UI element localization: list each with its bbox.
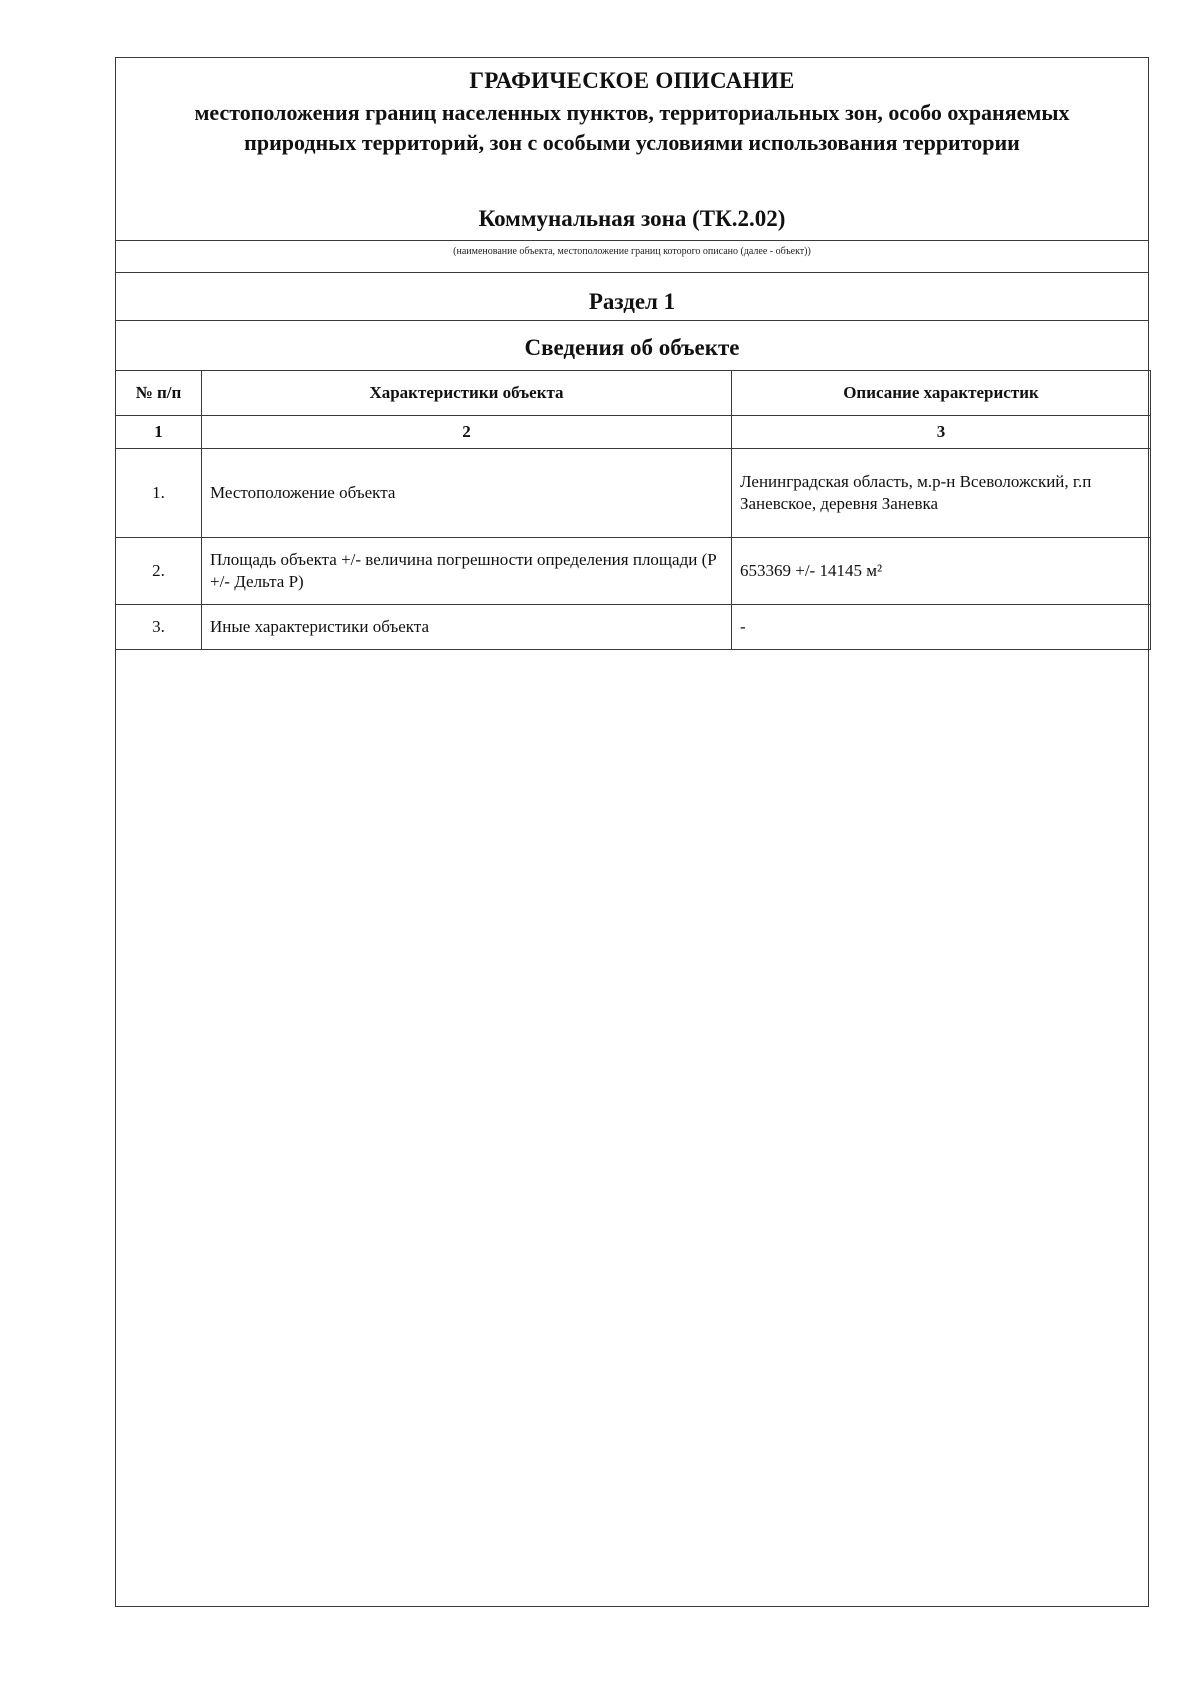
row-description: Ленинградская область, м.р-н Всеволожский, г.п Заневское, деревня Заневка [732, 449, 1151, 538]
column-header-characteristic: Характеристики объекта [202, 371, 732, 416]
table-row [116, 605, 1151, 650]
row-number: 1. [116, 449, 202, 538]
column-number-row [116, 416, 1151, 449]
column-number: 3 [732, 416, 1151, 449]
row-description: - [732, 605, 1151, 650]
row-characteristic: Местоположение объекта [202, 449, 732, 538]
column-number: 1 [116, 416, 202, 449]
object-name-caption: (наименование объекта, местоположение границ которого описано (далее - объект)) [453, 246, 811, 257]
object-info-table [115, 370, 1151, 650]
row-characteristic: Площадь объекта +/- величина погрешности определения площади (Р +/- Дельта Р) [202, 538, 732, 605]
object-name: Коммунальная зона (ТК.2.02) [478, 206, 786, 231]
row-description: 653369 +/- 14145 м² [732, 538, 1151, 605]
row-characteristic: Иные характеристики объекта [202, 605, 732, 650]
table-row [116, 449, 1151, 538]
divider [116, 240, 1148, 241]
table-header-row [116, 371, 1151, 416]
column-header-number: № п/п [116, 371, 202, 416]
document-frame [115, 57, 1149, 1607]
document-header [116, 58, 1148, 243]
divider [116, 320, 1148, 321]
document-subtitle: местоположения границ населенных пунктов, территориальных зон, особо охраняемых природных территорий, зон с особыми условиями использования территории [194, 100, 1070, 155]
section-subtitle: Сведения об объекте [524, 335, 740, 360]
table-row [116, 538, 1151, 605]
column-header-description: Описание характеристик [732, 371, 1151, 416]
row-number: 2. [116, 538, 202, 605]
column-number: 2 [202, 416, 732, 449]
row-number: 3. [116, 605, 202, 650]
document-title: ГРАФИЧЕСКОЕ ОПИСАНИЕ [469, 68, 795, 93]
section-title: Раздел 1 [588, 289, 676, 314]
divider [116, 272, 1148, 273]
